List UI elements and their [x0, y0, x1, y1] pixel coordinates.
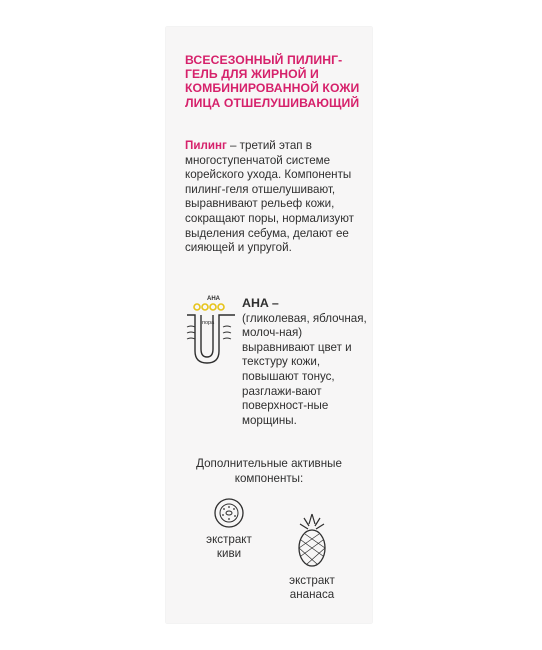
pineapple-icon: [295, 512, 329, 570]
kiwi-label-2: киви: [216, 547, 242, 560]
aha-dash: –: [268, 296, 279, 310]
pineapple-label-2: ананаса: [289, 588, 335, 601]
peeling-highlight: Пилинг: [185, 139, 227, 152]
aha-name: AHA: [242, 296, 269, 310]
aha-pore-icon: [183, 293, 239, 373]
component-kiwi: [185, 497, 273, 561]
intro-paragraph: [185, 139, 370, 256]
extra-components-heading: Дополнительные активные компоненты:: [196, 457, 342, 485]
aha-icon-label: AHA: [207, 296, 220, 302]
pineapple-label-1: экстракт: [289, 574, 335, 587]
component-pineapple: [264, 512, 360, 602]
kiwi-icon: [213, 497, 245, 529]
kiwi-label-1: экстракт: [206, 533, 252, 546]
pore-label: пора: [202, 320, 215, 326]
aha-text: (гликолевая, яблочная, молоч-ная) выравнивают цвет и текстуру кожи, повышают тонус, разглажи-вают поверхност-ные морщины.: [242, 311, 367, 427]
intro-text: – третий этап в многоступенчатой системе корейского ухода. Компоненты пилинг-геля отшелушивают, выравнивают рельеф кожи, сокращают поры, нормализуют выделения себума, делают ее сияющей и упругой.: [185, 139, 354, 255]
product-box-panel: [166, 27, 372, 623]
product-title: ВСЕСЕЗОННЫЙ ПИЛИНГ-ГЕЛЬ ДЛЯ ЖИРНОЙ И КОМБИНИРОВАННОЙ КОЖИ ЛИЦА ОТШЕЛУШИВАЮЩИЙ: [185, 53, 360, 110]
aha-description: [242, 296, 370, 428]
